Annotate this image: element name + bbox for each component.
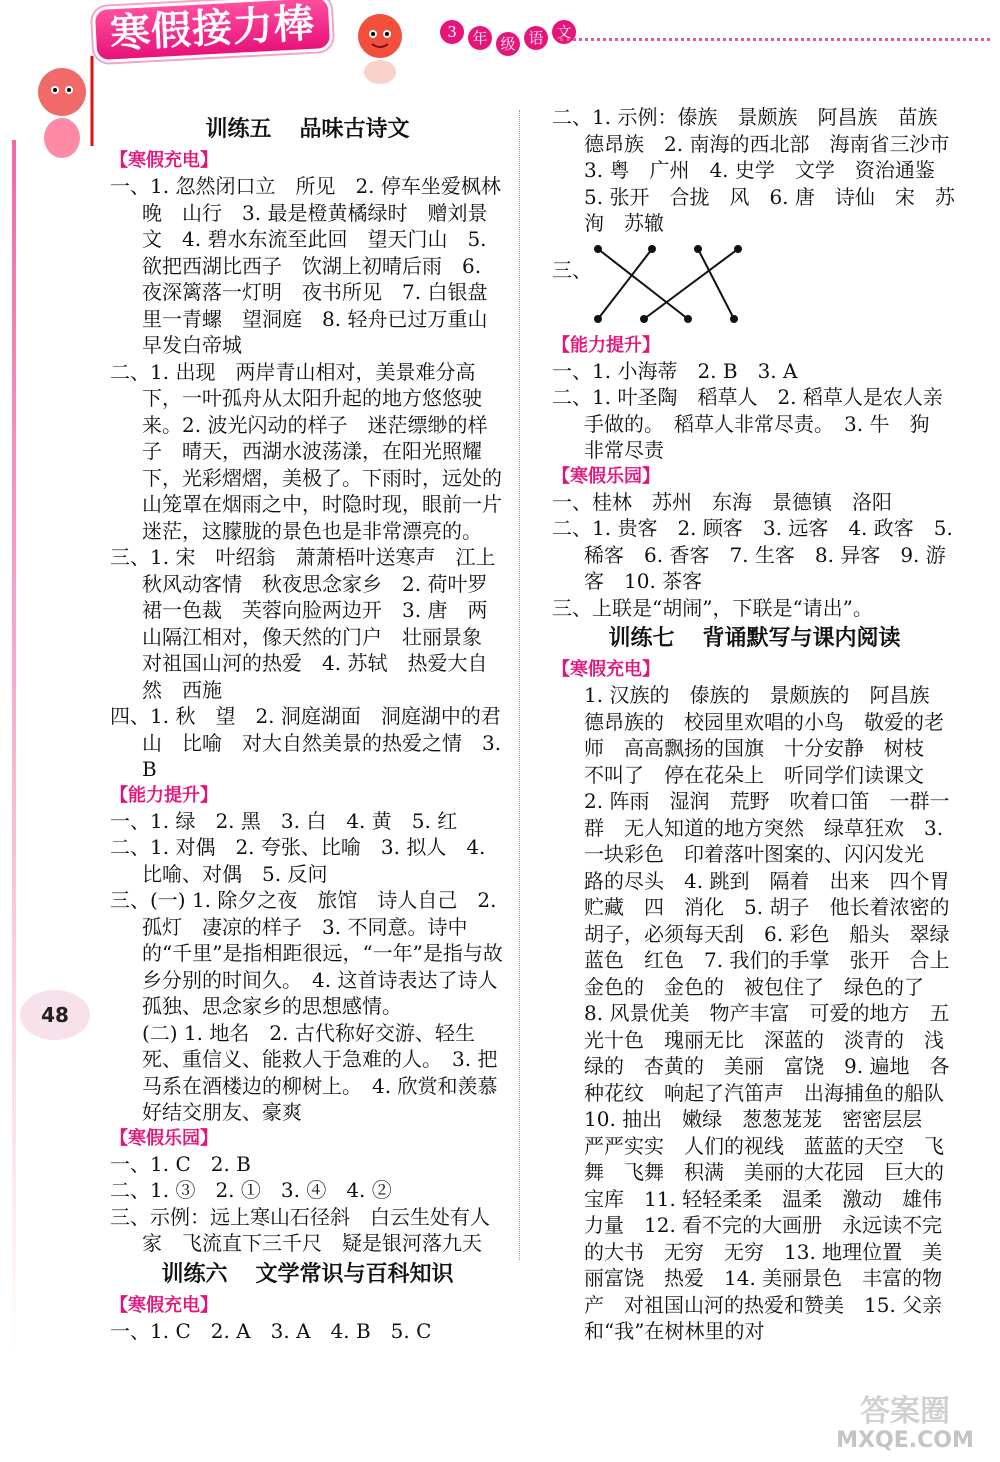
answer-line: (二) 1. 地名 2. 古代称好交游、轻生死、重信义、能救人于急难的人。 3. 把马系在酒楼边的柳树上。 4. 欣赏和羡慕 好结交朋友、豪爽 (142, 1020, 518, 1124)
right-column (552, 104, 970, 1345)
answer-line: 三、1. 宋 叶绍翁 萧萧梧叶送寒声 江上秋风动客情 秋夜思念家乡 2. 荷叶罗裙一色裁 芙蓉向脸两边开 3. 唐 两山隔江相对，像天然的门户 壮丽景象 对祖国山河的热爱 4. 苏轼 热爱大自然 西施 (110, 545, 502, 702)
answer-line: 二、1. 出现 两岸青山相对，美景难分高下，一叶孤舟从太阳升起的地方悠悠驶来。2. 波光闪动的样子 迷茫缥缈的样子 晴天，西湖水波荡漾，在阳光照耀下，光彩熠熠，美极了。下雨时，远处的山笼罩在烟雨之中，时隐时现，眼前一片迷茫，这朦胧的景色也是非常漂亮的。 (110, 359, 502, 543)
answer-line: 二、1. 对偶 2. 夸张、比喻 3. 拟人 4. 比喻、对偶 5. 反问 (110, 835, 486, 886)
watermark-url: MXQE.COM (836, 1428, 974, 1453)
answer-line: 四、1. 秋 望 2. 洞庭湖面 洞庭湖中的君山 比喻 对大自然美景的热爱之情 3. B (110, 704, 502, 781)
grade-char: 年 (468, 26, 492, 50)
grade-char: 文 (552, 20, 576, 44)
side-decoration (12, 140, 16, 1360)
answer-line: 一、1. C 2. B (110, 1151, 251, 1176)
title-number: 训练七 (608, 626, 675, 651)
title-text: 品味古诗文 (299, 117, 410, 142)
answer-line: 二、1. 叶圣陶 稻草人 2. 稻草人是农人亲手做的。 稻草人非常尽责。 3. 牛 狗 非常尽责 (552, 385, 950, 462)
section-title-t5 (110, 116, 505, 144)
site-watermark (820, 1395, 990, 1455)
mascot-left-icon (30, 56, 100, 166)
subsection-heading: 【寒假充电】 (552, 659, 660, 680)
answer-line: 一、1. 忽然闭口立 所见 2. 停车坐爱枫林晚 山行 3. 最是橙黄橘绿时 赠刘景文 4. 碧水东流至此回 望天门山 5. 欲把西湖比西子 饮湖上初晴后雨 6. 夜深篱落一灯明 夜书所见 7. 白银盘里一青螺 望洞庭 8. 轻舟已过万重山 早发白帝城 (110, 174, 508, 357)
subsection-heading: 【寒假充电】 (110, 150, 218, 171)
answer-line: 三、(一) 1. 除夕之夜 旅馆 诗人自己 2. 孤灯 凄凉的样子 3. 不同意。诗中的“千里”是指相距很远，“一年”是指与故乡分别的时间久。 4. 这首诗表达了诗人孤独、思念家乡的思想感情。 (110, 888, 503, 1018)
answer-line: 一、1. 小海蒂 2. B 3. A (552, 358, 798, 383)
header-dotted-line (560, 38, 990, 41)
answer-line: 1. 汉族的 傣族的 景颇族的 阿昌族 德昂族的 校园里欢唱的小鸟 敬爱的老师 高高飘扬的国旗 十分安静 树枝 不叫了 停在花朵上 听同学们读课文 2. 阵雨 湿润 荒野 吹着口笛 一群一群 无人知道的地方突然 绿草狂欢 3. 一块彩色 印着落叶图案的、闪闪发光 路的尽头 4. 跳到 隔着 出来 四个胃 贮藏 四 消化 5. 胡子 他长着浓密的胡子，必须每天刮 6. 彩色 船头 翠绿 蓝色 红色 7. 我们的手掌 张开 合上 金色的 金色的 被包住了 绿色的了 8. 风景优美 物产丰富 可爱的地方 五光十色 瑰丽无比 深蓝的 淡青的 浅绿的 杏黄的 美丽 富饶 9. 遍地 各种花纹 响起了汽笛声 出海捕鱼的船队 10. 抽出 嫩绿 葱葱茏茏 密密层层 严严实实 人们的视线 蓝蓝的天空 飞舞 飞舞 积满 美丽的大花园 巨大的宝库 11. 轻轻柔柔 温柔 激动 雄伟 力量 12. 看不完的大画册 永远读不完的大书 无穷 无穷 13. 地理位置 美丽富饶 热爱 14. 美丽景色 丰富的物产 对祖国山河的热爱和赞美 15. 父亲和“我”在树林里的对 (584, 683, 970, 1343)
answer-line: 三、上联是“胡闹”，下联是“请出”。 (552, 595, 873, 620)
matching-lines-diagram (588, 239, 788, 335)
title-number: 训练六 (161, 1261, 228, 1287)
matching-label: 三、 (552, 257, 592, 282)
subsection-heading: 【能力提升】 (552, 334, 660, 356)
page-number: 48 (20, 990, 90, 1040)
title-text: 背诵默写与课内阅读 (702, 626, 901, 651)
left-column (110, 112, 518, 1344)
section-title-t6 (110, 1261, 505, 1289)
mascot-icon (340, 6, 420, 86)
matching-question (552, 237, 957, 333)
subsection-heading: 【能力提升】 (110, 784, 218, 806)
title-text: 文学常识与百科知识 (255, 1261, 454, 1287)
grade-char: 语 (524, 26, 548, 50)
answer-line: 二、1. 贵客 2. 顾客 3. 远客 4. 政客 5. 稀客 6. 香客 7. 生客 8. 异客 9. 游客 10. 茶客 (552, 516, 953, 593)
answer-line: 一、1. C 2. A 3. A 4. B 5. C (110, 1318, 432, 1343)
column-divider (519, 110, 520, 1260)
answer-line: 二、1. 示例：傣族 景颇族 阿昌族 苗族 德昂族 2. 南海的西北部 海南省三沙市 3. 粤 广州 4. 史学 文学 资治通鉴 5. 张开 合拢 风 6. 唐 诗仙 宋 苏洵 苏辙 (552, 105, 970, 235)
answer-line: 一、桂林 苏州 东海 景德镇 洛阳 (552, 489, 892, 514)
watermark-text: 答案圈 (860, 1394, 950, 1429)
series-logo: 寒假接力棒 (95, 0, 330, 60)
page-header (0, 0, 1000, 100)
subsection-heading: 【寒假充电】 (110, 1294, 218, 1316)
section-title-t7 (552, 625, 957, 653)
title-number: 训练五 (205, 117, 272, 142)
answer-line: 三、示例：远上寒山石径斜 白云生处有人家 飞流直下三千尺 疑是银河落九天 (110, 1204, 490, 1255)
subsection-heading: 【寒假乐园】 (110, 1127, 218, 1149)
grade-char: 3 (440, 20, 464, 44)
answer-line: 一、1. 绿 2. 黑 3. 白 4. 黄 5. 红 (110, 808, 458, 833)
answer-line: 二、1. ③ 2. ① 3. ④ 4. ② (110, 1178, 392, 1202)
subsection-heading: 【寒假乐园】 (552, 465, 660, 487)
grade-char: 级 (496, 32, 520, 56)
